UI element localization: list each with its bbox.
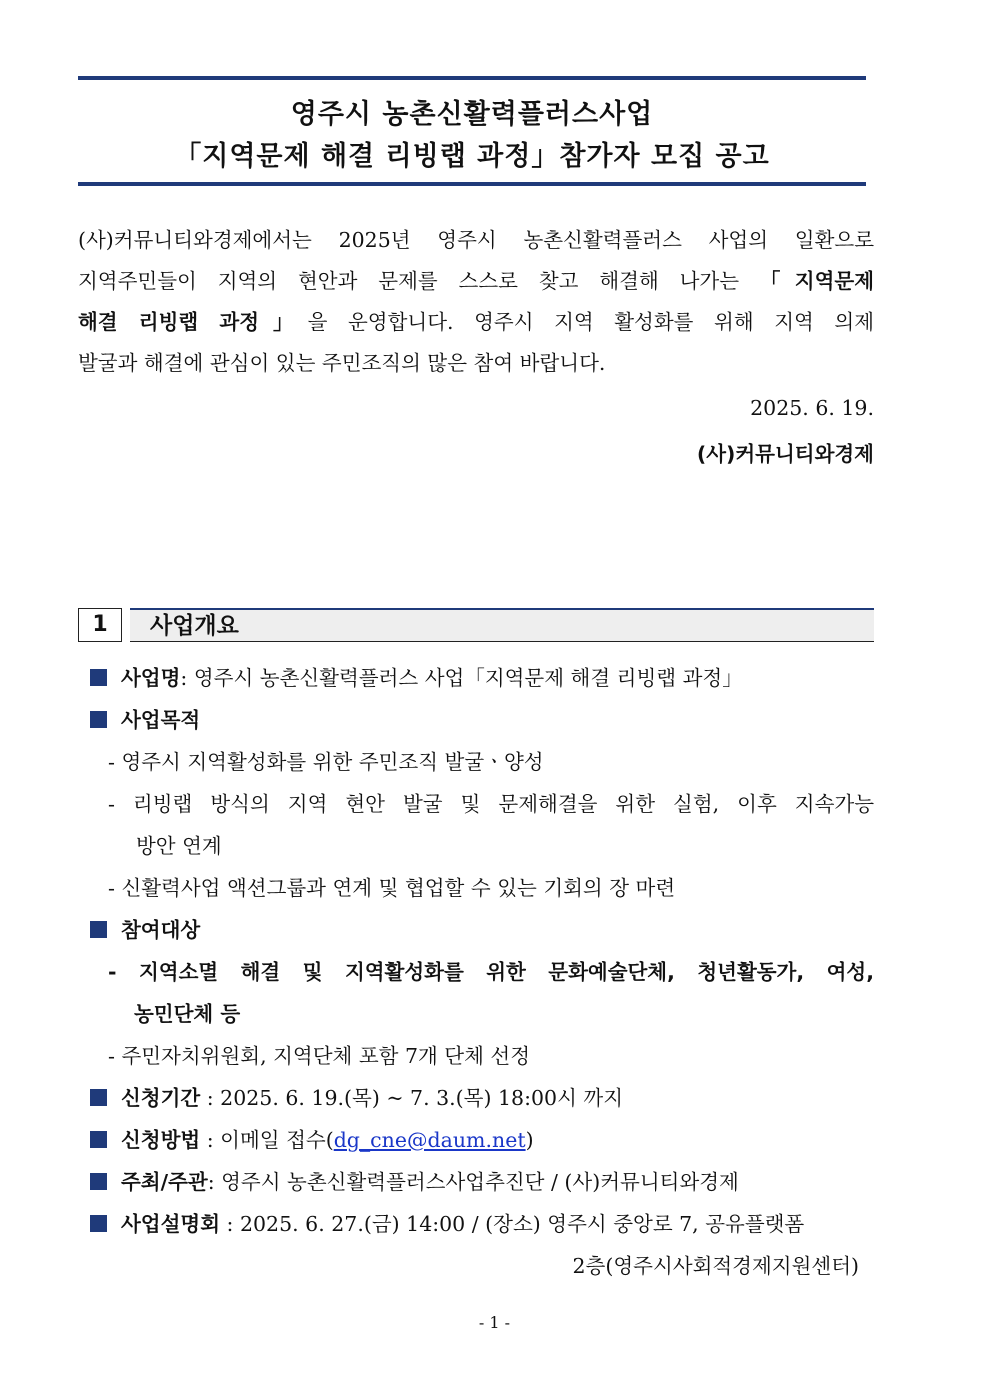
square-bullet-icon: [90, 1089, 107, 1106]
notice-date: 2025. 6. 19.: [750, 396, 874, 420]
intro-line-4: 발굴과 해결에 관심이 있는 주민조직의 많은 참여 바랍니다.: [78, 351, 606, 375]
section-number: 1: [78, 608, 122, 642]
intro-line-3: 해결 리빙랩 과정」을 운영합니다. 영주시 지역 활성화를 위해 지역 의제: [78, 310, 874, 334]
title-line-1: 영주시 농촌신활력플러스사업: [290, 99, 654, 130]
page-number: - 1 -: [478, 1313, 511, 1332]
target-line-2: - 주민자치위원회, 지역단체 포함 7개 단체 선정: [108, 1044, 531, 1068]
intro-line-1: (사)커뮤니티와경제에서는 2025년 영주시 농촌신활력플러스 사업의 일환으로: [78, 228, 874, 252]
item-business-name: 사업명: 영주시 농촌신활력플러스 사업「지역문제 해결 리빙랩 과정」: [90, 665, 743, 691]
item-purpose-heading: 사업목적: [90, 707, 200, 733]
purpose-line-3: - 신활력사업 액션그룹과 연계 및 협업할 수 있는 기회의 장 마련: [108, 876, 676, 900]
purpose-line-1: - 영주시 지역활성화를 위한 주민조직 발굴ㆍ양성: [108, 750, 544, 774]
bottom-rule: [78, 182, 866, 186]
square-bullet-icon: [90, 1131, 107, 1148]
item-application-method: 신청방법 : 이메일 접수(dg_cne@daum.net): [90, 1127, 534, 1153]
item-briefing: 사업설명회 : 2025. 6. 27.(금) 14:00 / (장소) 영주시 중앙로 7, 공유플랫폼: [90, 1211, 804, 1237]
purpose-line-2-cont: 방안 연계: [136, 834, 222, 858]
square-bullet-icon: [90, 669, 107, 686]
purpose-line-2: - 리빙랩 방식의 지역 현안 발굴 및 문제해결을 위한 실험, 이후 지속가능: [108, 792, 874, 816]
square-bullet-icon: [90, 711, 107, 728]
square-bullet-icon: [90, 1173, 107, 1190]
intro-paragraph: [78, 220, 874, 384]
top-rule: [78, 76, 866, 80]
target-line-1: - 지역소멸 해결 및 지역활성화를 위한 문화예술단체, 청년활동가, 여성,: [108, 960, 874, 984]
item-target-heading: 참여대상: [90, 917, 200, 943]
email-link[interactable]: dg_cne@daum.net: [333, 1128, 526, 1152]
square-bullet-icon: [90, 921, 107, 938]
target-line-1-cont: 농민단체 등: [134, 1002, 241, 1026]
intro-line-2: 지역주민들이 지역의 현안과 문제를 스스로 찾고 해결해 나가는 「지역문제: [78, 269, 874, 293]
section-title: 사업개요: [150, 613, 239, 639]
item-host: 주최/주관: 영주시 농촌신활력플러스사업추진단 / (사)커뮤니티와경제: [90, 1169, 739, 1195]
title-line-2: 「지역문제 해결 리빙랩 과정」참가자 모집 공고: [174, 141, 770, 172]
briefing-line-cont: 2층(영주시사회적경제지원센터): [572, 1254, 859, 1278]
square-bullet-icon: [90, 1215, 107, 1232]
item-application-period: 신청기간 : 2025. 6. 19.(목) ~ 7. 3.(목) 18:00시 까지: [90, 1085, 623, 1111]
section-header-bar: [130, 608, 874, 642]
issuer-org: (사)커뮤니티와경제: [696, 442, 874, 466]
